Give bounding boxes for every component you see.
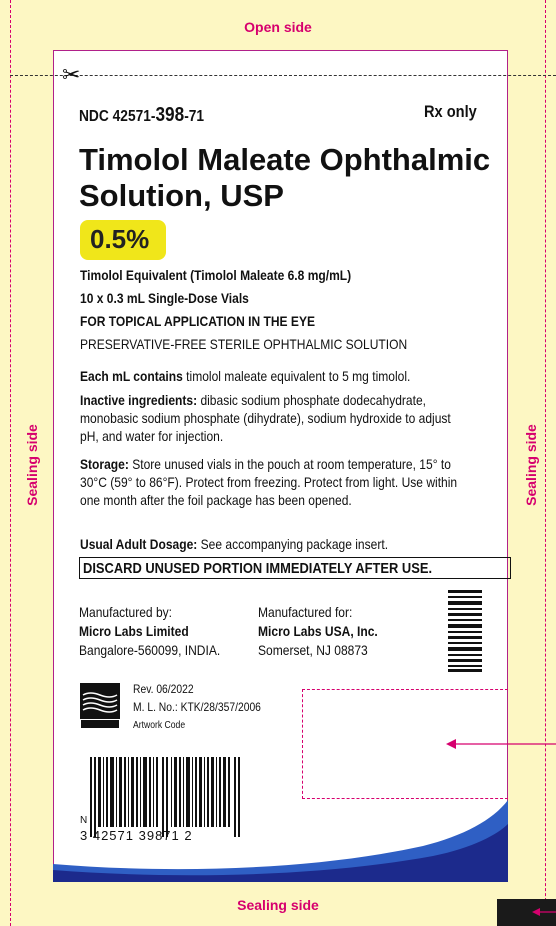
dosage-label: Usual Adult Dosage:: [80, 536, 198, 552]
dosage-text: See accompanying package insert.: [197, 536, 389, 552]
ml-number: M. L. No.: KTK/28/357/2006: [133, 700, 261, 714]
sealing-side-right-label: Sealing side: [523, 424, 539, 506]
each-ml-text: timolol maleate equivalent to 5 mg timolol.: [182, 368, 411, 384]
storage-label: Storage:: [80, 456, 129, 472]
manufactured-by-label: Manufactured by:: [79, 604, 173, 620]
barcode-digits: 3 42571 39871 2: [80, 828, 193, 843]
stacked-barcode: [448, 590, 482, 672]
inactive-label: Inactive ingredients:: [80, 392, 198, 408]
strength-value: 0.5%: [90, 224, 150, 254]
each-ml-label: Each mL contains: [80, 368, 183, 384]
arrow-left-small-icon: [532, 906, 556, 918]
revision-date: Rev. 06/2022: [133, 682, 194, 696]
rx-only: Rx only: [424, 102, 477, 121]
each-ml-contains: [80, 367, 463, 385]
manufactured-for-label: Manufactured for:: [258, 604, 353, 620]
timolol-equivalent: Timolol Equivalent (Timolol Maleate 6.8 mg/mL): [80, 267, 352, 283]
usual-dosage: [80, 535, 463, 553]
storage-info: [80, 455, 463, 509]
sealing-side-bottom-label: Sealing side: [237, 897, 319, 913]
ndc-product: 398: [155, 104, 185, 126]
preservative-free: PRESERVATIVE-FREE STERILE OPHTHALMIC SOLUTION: [80, 336, 408, 352]
cut-line: [10, 75, 556, 76]
inactive-ingredients: [80, 391, 463, 445]
topical-application: FOR TOPICAL APPLICATION IN THE EYE: [80, 313, 316, 329]
ndc-suffix: -71: [184, 108, 205, 125]
arrow-left-icon: [446, 736, 556, 752]
vial-count: 10 x 0.3 mL Single-Dose Vials: [80, 290, 249, 306]
strength-badge: [80, 220, 166, 260]
manufactured-by-name: Micro Labs Limited: [79, 623, 189, 639]
left-edge-guide: [10, 0, 11, 926]
micro-labs-logo: [80, 683, 120, 729]
blue-wave-decoration: [53, 800, 508, 882]
product-title: Timolol Maleate Ophthalmic Solution, USP: [79, 142, 491, 213]
manufactured-for-city: Somerset, NJ 08873: [258, 642, 368, 658]
ndc-number: [79, 104, 204, 127]
ndc-prefix: NDC 42571-: [79, 108, 156, 125]
sealing-side-left-label: Sealing side: [24, 424, 40, 506]
manufactured-for-name: Micro Labs USA, Inc.: [258, 623, 378, 639]
inactive-text: dibasic sodium phosphate dodecahydrate, monobasic sodium phosphate (dihydrate), sodium hydroxide to adjust pH, and water for injection.: [80, 392, 451, 444]
artwork-code-label: Artwork Code: [133, 720, 186, 731]
discard-warning: DISCARD UNUSED PORTION IMMEDIATELY AFTER USE.: [83, 560, 433, 577]
scissors-icon: ✂: [62, 62, 81, 87]
open-side-label: Open side: [244, 19, 312, 35]
right-edge-guide: [545, 0, 546, 926]
discard-warning-box: [79, 557, 511, 579]
manufactured-by-city: Bangalore-560099, INDIA.: [79, 642, 221, 658]
storage-text: Store unused vials in the pouch at room temperature, 15° to 30°C (59° to 86°F). Protect from freezing. Protect from light. Use within one month after the foil package has been opened.: [80, 456, 458, 508]
barcode-n-label: N: [80, 815, 88, 826]
